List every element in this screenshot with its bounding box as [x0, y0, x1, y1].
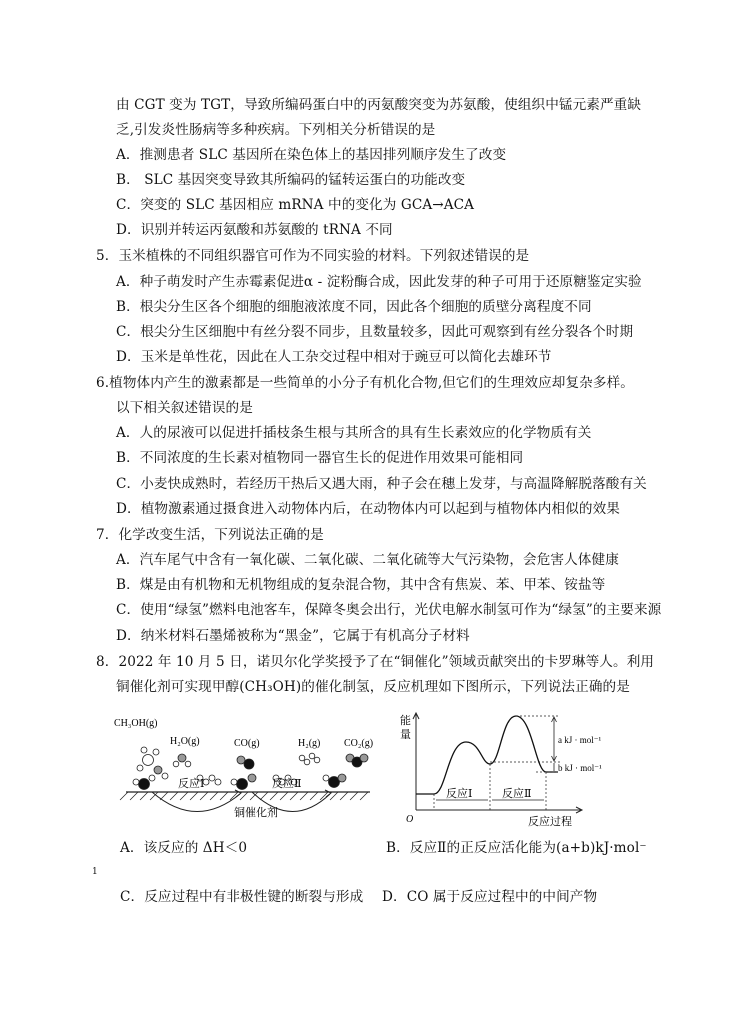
b-energy-label: b kJ · mol⁻¹ [558, 763, 602, 773]
q5-option-b: B．根尖分生区各个细胞的细胞液浓度不同，因此各个细胞的质壁分离程度不同 [116, 299, 592, 315]
q4-option-b: B． SLC 基因突变导致其所编码的锰转运蛋白的功能改变 [116, 172, 466, 188]
mechanism-figure [108, 712, 378, 827]
stage-2-label: 反应Ⅱ [502, 788, 532, 800]
h2o-molecule [173, 754, 191, 767]
q6-option-a: A．人的尿液可以促进扦插枝条生根与其所含的具有生长素效应的化学物质有关 [116, 425, 592, 441]
q8-option-b-continued: 1 [92, 867, 98, 877]
x-axis-label: 反应过程 [528, 816, 572, 828]
q7-option-a: A．汽车尾气中含有一氧化碳、二氧化碳、二氧化硫等大气污染物，会危害人体健康 [116, 552, 619, 568]
q4-option-c: C．突变的 SLC 基因相应 mRNA 中的变化为 GCA→ACA [116, 197, 475, 213]
a-energy-label: a kJ · mol⁻¹ [558, 735, 602, 745]
q7-option-d: D．纳米材料石墨烯被称为“黑金”，它属于有机高分子材料 [116, 628, 470, 644]
stage-1-label: 反应Ⅰ [446, 788, 473, 800]
q8-option-d: D．CO 属于反应过程中的中间产物 [382, 889, 598, 905]
reaction-1-label: 反应Ⅰ [178, 778, 205, 790]
q7-stem: 7．化学改变生活，下列说法正确的是 [96, 527, 324, 543]
catalyst-label: 铜催化剂 [234, 807, 278, 819]
q6-option-c: C．小麦快成熟时，若经历干热后又遇大雨，种子会在穗上发芽，与高温降解脱落酸有关 [116, 476, 647, 492]
reaction-1-arrowhead [235, 790, 241, 797]
co-label: CO(g) [234, 738, 260, 749]
q6-stem-line2: 以下相关叙述错误的是 [116, 400, 253, 416]
q6-stem-line1: 6.植物体内产生的激素都是一些简单的小分子有机化合物,但它们的生理效应却复杂多样。 [96, 375, 634, 391]
q4-stem-line1: 由 CGT 变为 TGT，导致所编码蛋白中的丙氨酸突变为苏氨酸，使组织中锰元素严重缺 [116, 97, 642, 113]
co-molecule [231, 756, 256, 790]
h2o-label: H₂O(g) [170, 736, 200, 747]
ch3oh-label: CH₃OH(g) [114, 718, 158, 729]
q6-option-d: D．植物激素通过摄食进入动物体内后，在动物体内可以起到与植物体内相似的效果 [116, 501, 620, 517]
q8-stem-line1: 8．2022 年 10 月 5 日，诺贝尔化学奖授予了在“铜催化”领域贡献突出的卡罗琳等人。利用 [96, 654, 655, 670]
q6-option-b: B．不同浓度的生长素对植物同一器官生长的促进作用效果可能相同 [116, 450, 524, 466]
ch3oh-molecule [137, 747, 168, 779]
h2-label: H₂(g) [298, 738, 321, 749]
y-axis-label-2: 量 [400, 729, 411, 741]
energy-curve [416, 716, 558, 794]
q5-option-c: C．根尖分生区细胞中有丝分裂不同步，且数量较多，因此可观察到有丝分裂各个时期 [116, 324, 634, 340]
reaction-2-label: 反应Ⅱ [272, 778, 302, 790]
q8-option-c: C．反应过程中有非极性键的断裂与形成 [120, 889, 364, 905]
q5-option-a: A．种子萌发时产生赤霉素促进α - 淀粉酶合成，因此发芽的种子可用于还原糖鉴定实验 [116, 274, 642, 290]
q5-stem: 5．玉米植株的不同组织器官可作为不同实验的材料。下列叙述错误的是 [96, 248, 530, 264]
q4-stem-line2: 乏,引发炎性肠病等多种疾病。下列相关分析错误的是 [116, 122, 436, 138]
q7-option-b: B．煤是由有机物和无机物组成的复杂混合物，其中含有焦炭、苯、甲苯、铵盐等 [116, 577, 606, 593]
origin-label: O [406, 814, 414, 825]
co2-molecule [323, 754, 368, 788]
q8-option-b: B．反应Ⅱ的正反应活化能为(a+b)kJ·mol⁻ [386, 840, 647, 856]
surface-species-1 [133, 775, 221, 790]
y-axis-label-1: 能 [400, 715, 411, 727]
q7-option-c: C．使用“绿氢”燃料电池客车，保障冬奥会出行，光伏电解水制氢可作为“绿氢”的主要来源 [116, 602, 662, 618]
q5-option-d: D．玉米是单性花，因此在人工杂交过程中相对于豌豆可以简化去雄环节 [116, 349, 552, 365]
q8-stem-line2: 铜催化剂可实现甲醇(CH₃OH)的催化制氢，反应机理如下图所示，下列说法正确的是 [116, 679, 630, 695]
co2-label: CO₂(g) [344, 738, 374, 749]
q4-option-d: D．识别并转运丙氨酸和苏氨酸的 tRNA 不同 [116, 222, 393, 238]
reaction-2-arrowhead [325, 790, 331, 797]
energy-profile-figure [396, 710, 606, 828]
q4-option-a: A．推测患者 SLC 基因所在染色体上的基因排列顺序发生了改变 [116, 147, 507, 163]
q8-option-a: A．该反应的 ΔH＜0 [120, 840, 248, 856]
